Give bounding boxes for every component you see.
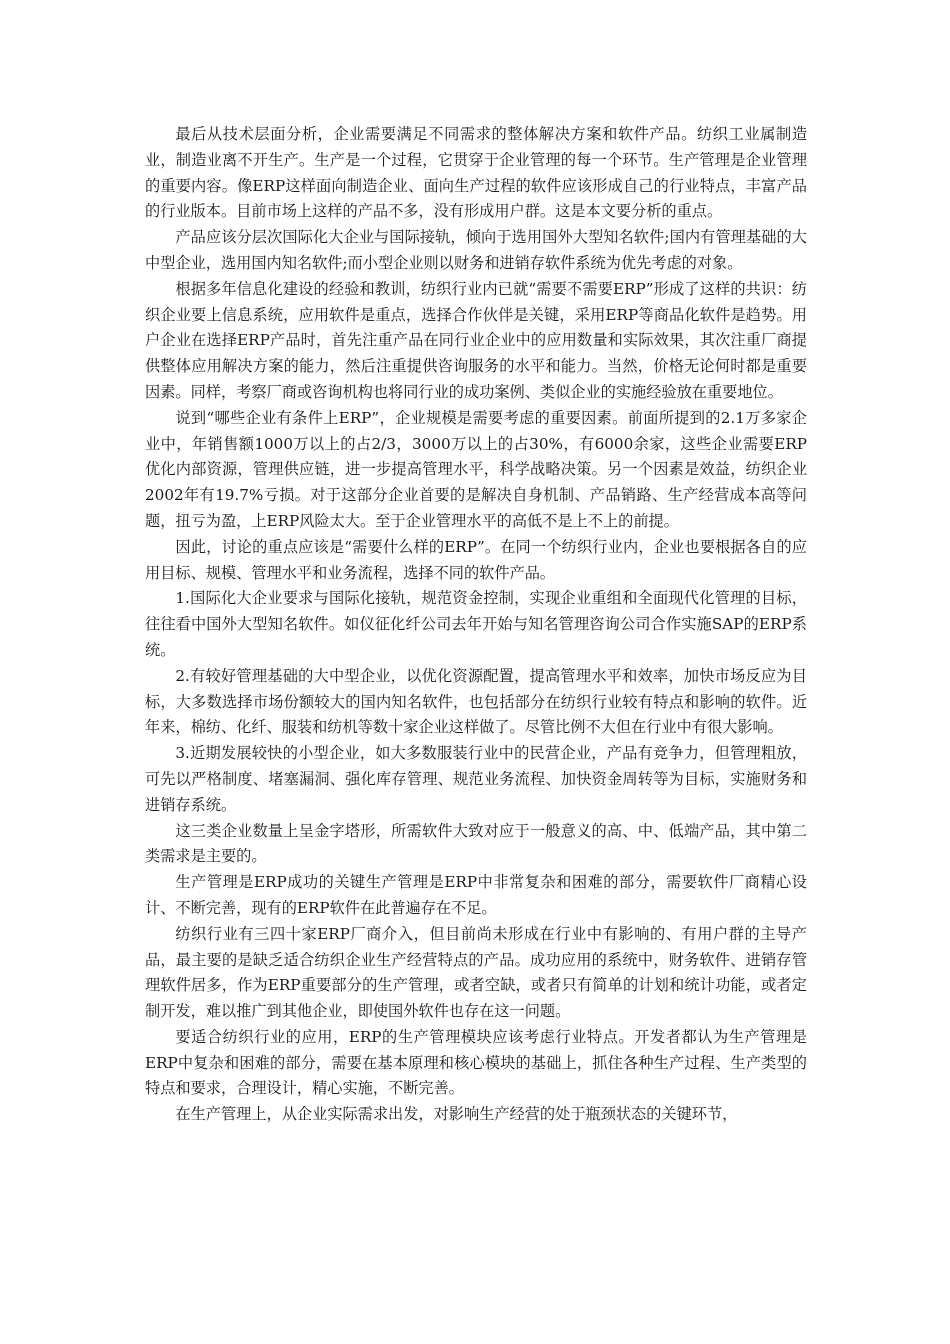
paragraph-pyramid: 这三类企业数量上呈金字塔形，所需软件大致对应于一般意义的高、中、低端产品，其中第二类需求是主要的。 bbox=[145, 821, 807, 866]
paragraph-product-tiers: 产品应该分层次国际化大企业与国际接轨，倾向于选用国外大型知名软件;国内有管理基础的大中型企业，选用国内知名软件;而小型企业则以财务和进销存软件系统为优先考虑的对象。 bbox=[145, 228, 807, 272]
paragraph-point-1: 1.国际化大企业要求与国际化接轨，规范资金控制，实现企业重组和全面现代化管理的目标，往往看中国外大型知名软件。如仪征化纤公司去年开始与知名管理咨询公司合作实施SAP的ERP系统。 bbox=[145, 589, 807, 659]
paragraph-technical-analysis: 最后从技术层面分析，企业需要满足不同需求的整体解决方案和软件产品。纺织工业属制造业，制造业离不开生产。生产是一个过程，它贯穿于企业管理的每一个环节。生产管理是企业管理的重要内容。像ERP这样面向制造企业、面向生产过程的软件应该形成自己的行业特点，丰富产品的行业版本。目前市场上这样的产品不多，没有形成用户群。这是本文要分析的重点。 bbox=[145, 125, 807, 221]
paragraph-what-erp-needed: 因此，讨论的重点应该是“需要什么样的ERP”。在同一个纺织行业内，企业也要根据各自的应用目标、规模、管理水平和业务流程，选择不同的软件产品。 bbox=[145, 537, 807, 582]
paragraph-point-3: 3.近期发展较快的小型企业，如大多数服装行业中的民营企业，产品有竞争力，但管理粗放，可先以严格制度、堵塞漏洞、强化库存管理、规范业务流程、加快资金周转等为目标，实施财务和进销存系统。 bbox=[145, 744, 807, 814]
paragraph-production-management: 在生产管理上，从企业实际需求出发，对影响生产经营的处于瓶颈状态的关键环节， bbox=[175, 1105, 738, 1124]
paragraph-industry-consensus: 根据多年信息化建设的经验和教训，纺织行业内已就“需要不需要ERP”形成了这样的共识：纺织企业要上信息系统，应用软件是重点，选择合作伙伴是关键，采用ERP等商品化软件是趋势。用户企业在选择ERP产品时，首先注重产品在同行业企业中的应用数量和实际效果，其次注重厂商提供整体应用解决方案的能力，然后注重提供咨询服务的水平和能力。当然，价格无论何时都是重要因素。同样，考察厂商或咨询机构也将同行业的成功案例、类似企业的实施经验放在重要地位。 bbox=[145, 279, 807, 401]
paragraph-production-key: 生产管理是ERP成功的关键生产管理是ERP中非常复杂和困难的部分，需要软件厂商精心设计、不断完善，现有的ERP软件在此普遍存在不足。 bbox=[145, 873, 807, 917]
paragraph-adapt-industry: 要适合纺织行业的应用，ERP的生产管理模块应该考虑行业特点。开发者都认为生产管理是ERP中复杂和困难的部分，需要在基本原理和核心模块的基础上，抓住各种生产过程、生产类型的特点和要求，合理设计，精心实施，不断完善。 bbox=[145, 1027, 807, 1098]
paragraph-enterprise-conditions: 说到“哪些企业有条件上ERP”，企业规模是需要考虑的重要因素。前面所提到的2.1万多家企业中，年销售额1000万以上的占2/3，3000万以上的占30%，有6000余家，这些企业需要ERP优化内部资源，管理供应链，进一步提高管理水平，科学战略决策。另一个因素是效益，纺织企业2002年有19.7%亏损。对于这部分企业首要的是解决自身机制、产品销路、生产经营成本高等问题，扭亏为盈，上ERP风险太大。至于企业管理水平的高低不是上不上的前提。 bbox=[145, 408, 807, 530]
paragraph-point-2: 2.有较好管理基础的大中型企业，以优化资源配置，提高管理水平和效率，加快市场反应为目标，大多数选择市场份额较大的国内知名软件，也包括部分在纺织行业较有特点和影响的软件。近年来，棉纺、化纤、服装和纺机等数十家企业这样做了。尽管比例不大但在行业中有很大影响。 bbox=[145, 666, 807, 737]
paragraph-vendors: 纺织行业有三四十家ERP厂商介入，但目前尚未形成在行业中有影响的、有用户群的主导产品，最主要的是缺乏适合纺织企业生产经营特点的产品。成功应用的系统中，财务软件、进销存管理软件居多，作为ERP重要部分的生产管理，或者空缺，或者只有简单的计划和统计功能，或者定制开发，难以推广到其他企业，即使国外软件也存在这一问题。 bbox=[145, 924, 807, 1021]
document-body bbox=[145, 122, 807, 1128]
